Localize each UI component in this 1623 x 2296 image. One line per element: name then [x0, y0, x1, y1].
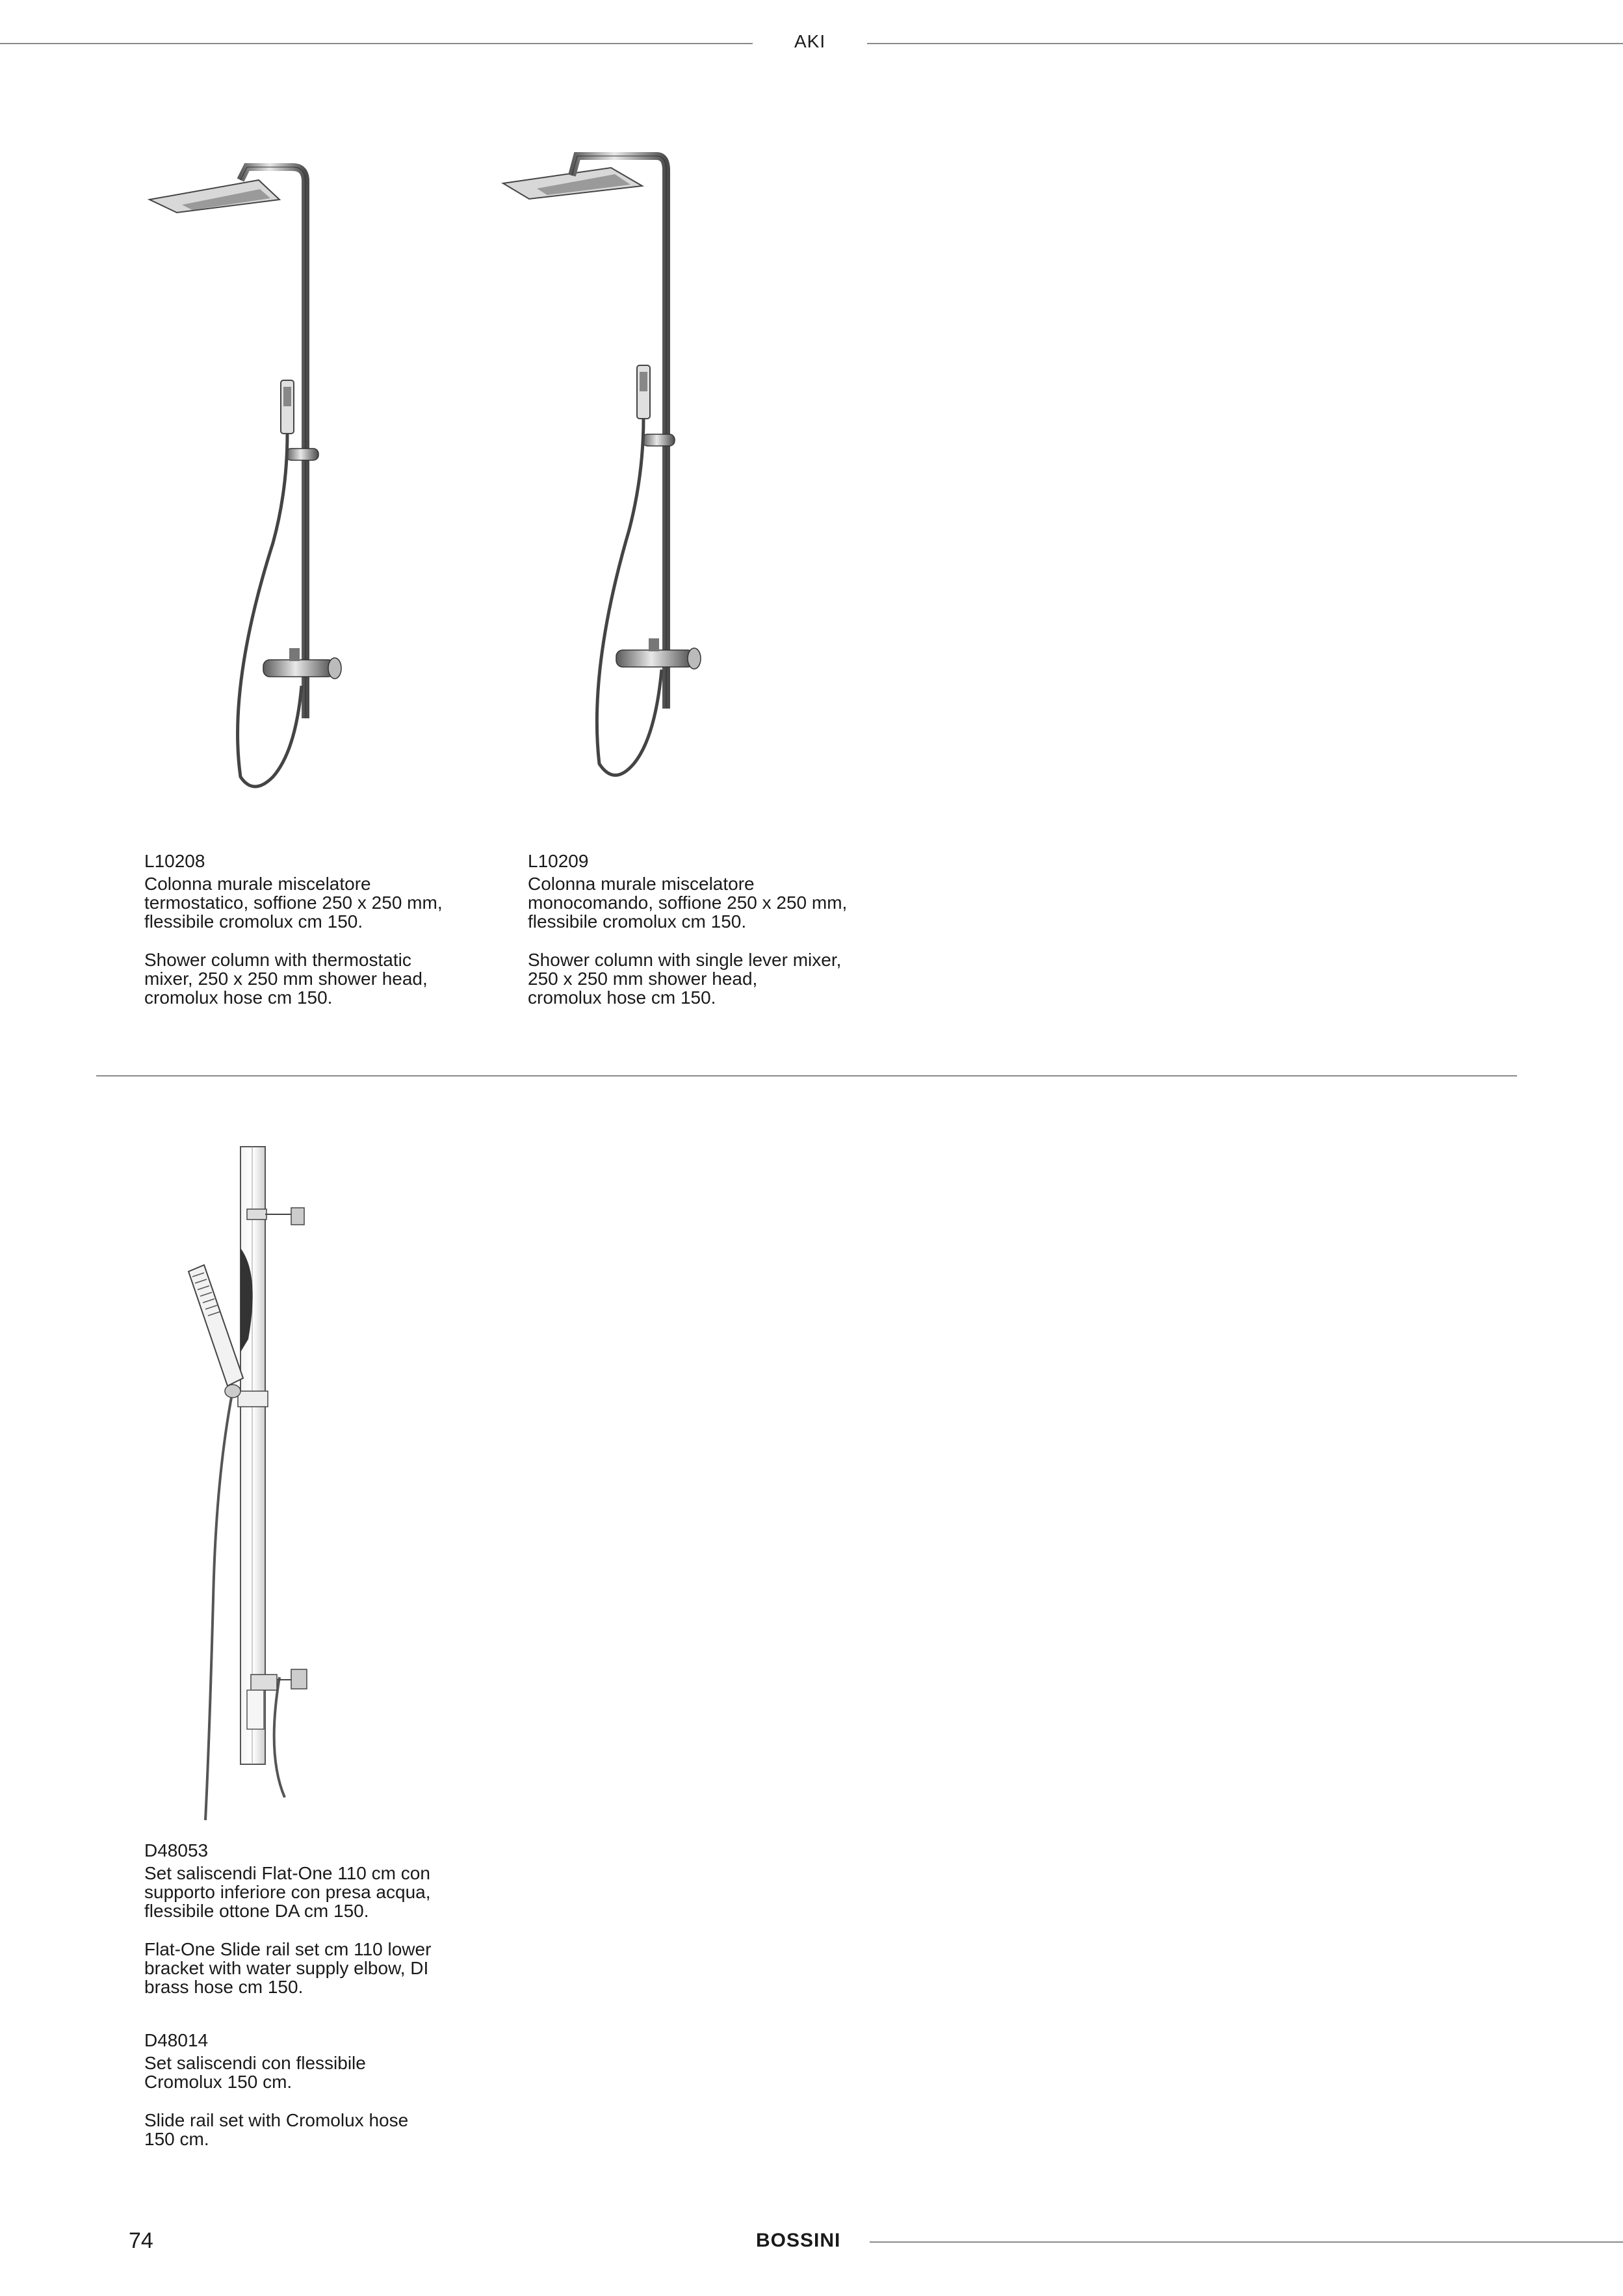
- section-title: AKI: [794, 31, 826, 51]
- footer-rule: [870, 2241, 1623, 2243]
- product-description-it: Set saliscendi con flessibile Cromolux 150 cm.: [144, 2053, 366, 2092]
- product-description-en: Shower column with thermostatic mixer, 250 x 250 mm shower head, cromolux hose cm 150.: [144, 950, 428, 1008]
- product-l10209: [528, 852, 892, 1007]
- brand-logo: BOSSINI: [756, 2230, 841, 2251]
- product-image-d48053: [175, 1144, 325, 1827]
- product-code: L10208: [144, 851, 205, 871]
- product-code: D48053: [144, 1840, 209, 1860]
- section-divider: [96, 1075, 1517, 1076]
- product-d48014: [144, 2031, 495, 2148]
- product-description-it: Colonna murale miscelatore monocomando, soffione 250 x 250 mm, flessibile cromolux cm 150.: [528, 874, 848, 932]
- product-description-en: Slide rail set with Cromolux hose 150 cm.: [144, 2110, 409, 2149]
- product-description-it: Set saliscendi Flat-One 110 cm con supporto inferiore con presa acqua, flessibile ottone DA cm 150.: [144, 1863, 431, 1921]
- header-rule-right: [867, 43, 1623, 44]
- product-code: L10209: [528, 851, 589, 871]
- page-number: 74: [129, 2228, 153, 2253]
- header-rule-left: [0, 43, 753, 44]
- product-code: D48014: [144, 2030, 209, 2050]
- product-description-it: Colonna murale miscelatore termostatico, soffione 250 x 250 mm, flessibile cromolux cm 150.: [144, 874, 443, 932]
- product-d48053: [144, 1841, 495, 1996]
- product-l10208: [144, 852, 482, 1007]
- product-image-l10208: [143, 153, 357, 803]
- product-description-en: Flat-One Slide rail set cm 110 lower bracket with water supply elbow, DI brass hose cm 150.: [144, 1939, 432, 1997]
- product-image-l10209: [500, 150, 715, 800]
- product-description-en: Shower column with single lever mixer, 250 x 250 mm shower head, cromolux hose cm 150.: [528, 950, 842, 1008]
